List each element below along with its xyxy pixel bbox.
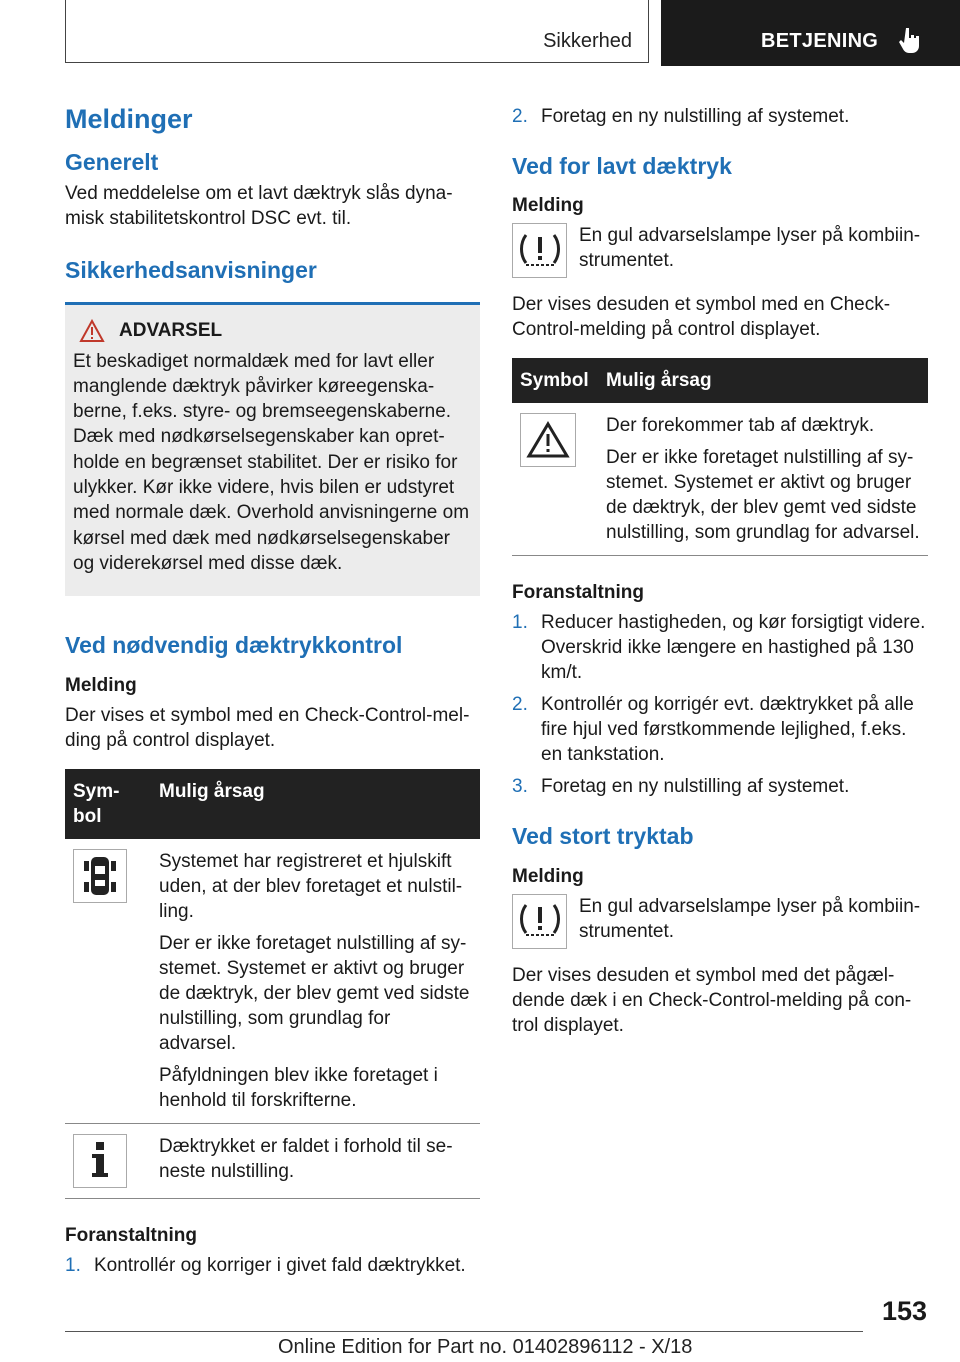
heading-lavt-daektryk: Ved for lavt dæktryk bbox=[512, 153, 732, 179]
list-item: 3. Foretag en ny nulstilling af systemet. bbox=[512, 776, 850, 798]
cause-text: Dæktrykket er faldet i forhold til se-neste nulstilling. bbox=[159, 1135, 453, 1182]
cause-text: Der er ikke foretaget nulstilling af sy-stemet. Systemet er aktivt og bruger de dæktryk, der blev gemt ved sidste nulstilling, som grundlag for advarsel. bbox=[606, 447, 920, 544]
table-header-cause: Mulig årsag bbox=[151, 769, 480, 839]
warning-triangle-icon bbox=[520, 413, 576, 467]
list-item: 2. Foretag en ny nulstilling af systemet. bbox=[512, 106, 850, 127]
heading-generelt: Generelt bbox=[65, 148, 159, 175]
car-tires-icon bbox=[73, 849, 127, 903]
table-header-symbol: Symbol bbox=[512, 358, 598, 403]
footer-edition: Online Edition for Part no. 01402896112 - X/18 bbox=[278, 1336, 693, 1358]
pointing-hand-icon bbox=[897, 26, 921, 54]
table-header-cause: Mulig årsag bbox=[598, 358, 928, 403]
melding-label: Melding bbox=[512, 195, 584, 217]
list-item: 1. Reducer hastigheden, og kør forsigtigt videre. Overskrid ikke længere en hastighed på 130 km/t. bbox=[512, 612, 926, 684]
cause-text: Systemet har registreret et hjulskift uden, at der blev foretaget et nulstil-ling. bbox=[159, 850, 463, 922]
cause-text: Der er ikke foretaget nulstilling af sy-stemet. Systemet er aktivt og bruger de dæktryk, der blev gemt ved sidste nulstilling, som grundlag for advarsel. bbox=[159, 932, 470, 1054]
melding-text: Der vises et symbol med en Check-Control-mel-ding på control displayet. bbox=[65, 704, 470, 751]
warning-triangle-icon bbox=[79, 319, 105, 343]
header-section-box bbox=[65, 0, 649, 63]
foranstaltning-label: Foranstaltning bbox=[512, 582, 644, 604]
steps-list-continued bbox=[512, 104, 928, 129]
heading-noedvendig-kontrol: Ved nødvendig dæktrykkontrol bbox=[65, 632, 403, 659]
final-text: Der vises desuden et symbol med det pågæl-dende dæk i en Check-Control-melding på con-trol displayet. bbox=[512, 964, 912, 1036]
lamp-text: En gul advarselslampe lyser på kombiin-strumentet. bbox=[579, 225, 921, 272]
footer-divider bbox=[65, 1331, 863, 1332]
generelt-text: Ved meddelelse om et lavt dæktryk slås dyna-misk stabilitetskontrol DSC evt. til. bbox=[65, 183, 453, 230]
table-header-symbol: Sym-bol bbox=[65, 769, 151, 839]
info-icon bbox=[73, 1134, 127, 1188]
heading-sikkerhedsanvisninger: Sikkerhedsanvisninger bbox=[65, 257, 317, 284]
tire-pressure-warning-icon bbox=[512, 894, 567, 949]
page-header bbox=[0, 0, 960, 66]
melding-label: Melding bbox=[512, 865, 584, 887]
chapter-tab-label: BETJENING bbox=[761, 30, 879, 52]
cause-text: Påfyldningen blev ikke foretaget i henhold til forskrifterne. bbox=[159, 1064, 438, 1111]
symbol-table bbox=[65, 769, 480, 1199]
table-row bbox=[65, 1123, 480, 1198]
lamp-text: En gul advarselslampe lyser på kombiin-strumentet. bbox=[579, 895, 921, 942]
melding-label: Melding bbox=[65, 674, 137, 696]
header-chapter-tab[interactable] bbox=[661, 0, 960, 66]
left-column bbox=[65, 95, 480, 1278]
symbol-text: Der vises desuden et symbol med en Check-Control-melding på control displayet. bbox=[512, 294, 891, 341]
symbol-table bbox=[512, 358, 928, 556]
steps-list bbox=[65, 1253, 480, 1278]
right-column bbox=[512, 95, 928, 1038]
warning-text: Et beskadiget normaldæk med for lavt eller manglende dæktryk påvirker køreegenska-berne, f.eks. styre- og bremseegenskaberne. Dæk med nødkørselsegenskaber kan opret-holde en begrænset stabilitet. Der er risiko for ulykker. Kør ikke videre, hvis bilen er udstyret med normale dæk. Overhold anvisningerne om kørsel med dæk med nødkørselsegenskaber og viderekørsel med disse dæk. bbox=[73, 350, 470, 574]
foranstaltning-label: Foranstaltning bbox=[65, 1224, 197, 1246]
list-item: 2. Kontrollér og korrigér evt. dæktrykket på alle fire hjul ved førstkommende lejlighed, f.eks. en tankstation. bbox=[512, 694, 914, 766]
table-row bbox=[512, 403, 928, 556]
steps-list bbox=[512, 610, 928, 799]
page-title: Meldinger bbox=[65, 104, 193, 134]
table-row bbox=[65, 839, 480, 1124]
heading-stort-tryktab: Ved stort tryktab bbox=[512, 823, 694, 850]
warning-box bbox=[65, 302, 480, 597]
page-number: 153 bbox=[881, 1296, 927, 1326]
cause-text: Der forekommer tab af dæktryk. bbox=[606, 415, 875, 437]
list-item: 1. Kontrollér og korriger i givet fald dæktrykket. bbox=[65, 1254, 466, 1276]
lamp-row bbox=[512, 894, 928, 949]
warning-label: ADVARSEL bbox=[119, 319, 223, 341]
tire-pressure-warning-icon bbox=[512, 223, 567, 278]
lamp-row bbox=[512, 223, 928, 278]
header-section-title: Sikkerhed bbox=[543, 30, 632, 52]
